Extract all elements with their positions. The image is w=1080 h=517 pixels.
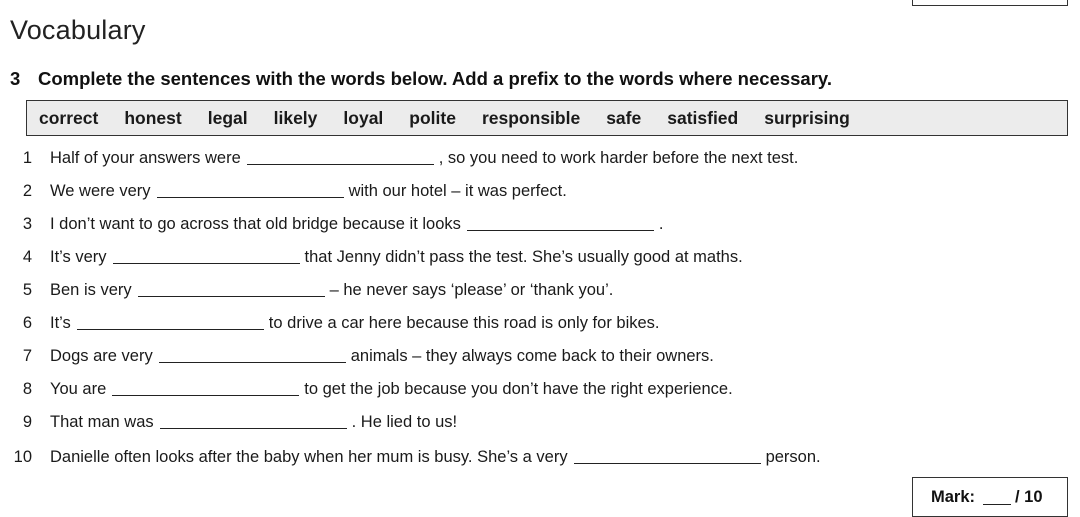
answer-blank[interactable] [247,163,434,165]
sentence-text-after: , so you need to work harder before the next test. [438,148,799,167]
word-bank-item: legal [207,107,248,128]
answer-blank[interactable] [467,229,654,231]
answer-blank[interactable] [113,262,300,264]
sentence-item [0,209,664,239]
word-bank-item: correct [39,107,99,128]
mark-label: Mark: [931,488,976,506]
sentence-text-after: that Jenny didn’t pass the test. She’s usually good at maths. [304,247,743,266]
top-right-box [912,0,1068,6]
sentence-number: 4 [22,247,32,266]
word-bank-item: satisfied [667,107,739,128]
sentence-text-before: Danielle often looks after the baby when her mum is busy. She’s a very [50,447,568,466]
section-title: Vocabulary [10,15,146,45]
sentence-text-after: to drive a car here because this road is only for bikes. [268,313,660,332]
sentence-text-before: Half of your answers were [50,148,241,167]
sentence-text-after: – he never says ‘please’ or ‘thank you’. [329,280,614,299]
mark-box [912,477,1068,517]
sentence-number: 9 [22,412,32,431]
sentence-text-before: You are [50,379,107,398]
sentence-item [0,308,660,338]
word-bank-item: honest [124,107,182,128]
word-bank-item: loyal [343,107,384,128]
sentence-text-before: I don’t want to go across that old bridge because it looks [50,214,461,233]
sentence-number: 8 [22,379,32,398]
sentence-number: 2 [22,181,32,200]
answer-blank[interactable] [574,462,761,464]
mark-total: / 10 [1015,488,1043,506]
sentence-item [0,176,567,206]
answer-blank[interactable] [112,394,299,396]
sentence-text-after: animals – they always come back to their owners. [350,346,714,365]
word-bank-item: responsible [481,107,581,128]
sentence-item [0,374,733,404]
word-bank-item: likely [273,107,318,128]
sentence-text-before: That man was [50,412,154,431]
word-bank-item: surprising [764,107,850,128]
sentence-text-after: . [658,214,664,233]
sentence-text-before: Ben is very [50,280,132,299]
sentence-item [0,143,798,173]
sentence-text-after: . He lied to us! [351,412,458,431]
sentence-text-before: We were very [50,181,151,200]
answer-blank[interactable] [159,361,346,363]
word-bank-item: safe [606,107,642,128]
sentence-item [0,407,457,437]
sentence-item [0,341,714,371]
exercise-instruction-text: Complete the sentences with the words below. Add a prefix to the words where necessary. [38,68,832,89]
sentence-text-after: with our hotel – it was perfect. [348,181,567,200]
sentence-text-after: person. [765,447,821,466]
word-bank [26,100,1068,136]
sentence-item [0,242,743,272]
sentence-text-before: It’s very [50,247,107,266]
answer-blank[interactable] [77,328,264,330]
sentence-item [0,442,821,472]
sentence-number: 1 [22,148,32,167]
sentence-text-after: to get the job because you don’t have the right experience. [304,379,733,398]
answer-blank[interactable] [160,427,347,429]
sentence-number: 7 [22,346,32,365]
exercise-instruction [10,68,832,90]
sentence-number: 5 [22,280,32,299]
word-bank-item: polite [409,107,456,128]
sentence-text-before: Dogs are very [50,346,153,365]
sentence-number: 10 [13,447,32,466]
answer-blank[interactable] [157,196,344,198]
sentence-item [0,275,613,305]
mark-score-blank[interactable] [983,504,1011,505]
answer-blank[interactable] [138,295,325,297]
sentence-text-before: It’s [50,313,71,332]
sentence-number: 3 [22,214,32,233]
exercise-number: 3 [10,68,21,89]
sentence-number: 6 [22,313,32,332]
